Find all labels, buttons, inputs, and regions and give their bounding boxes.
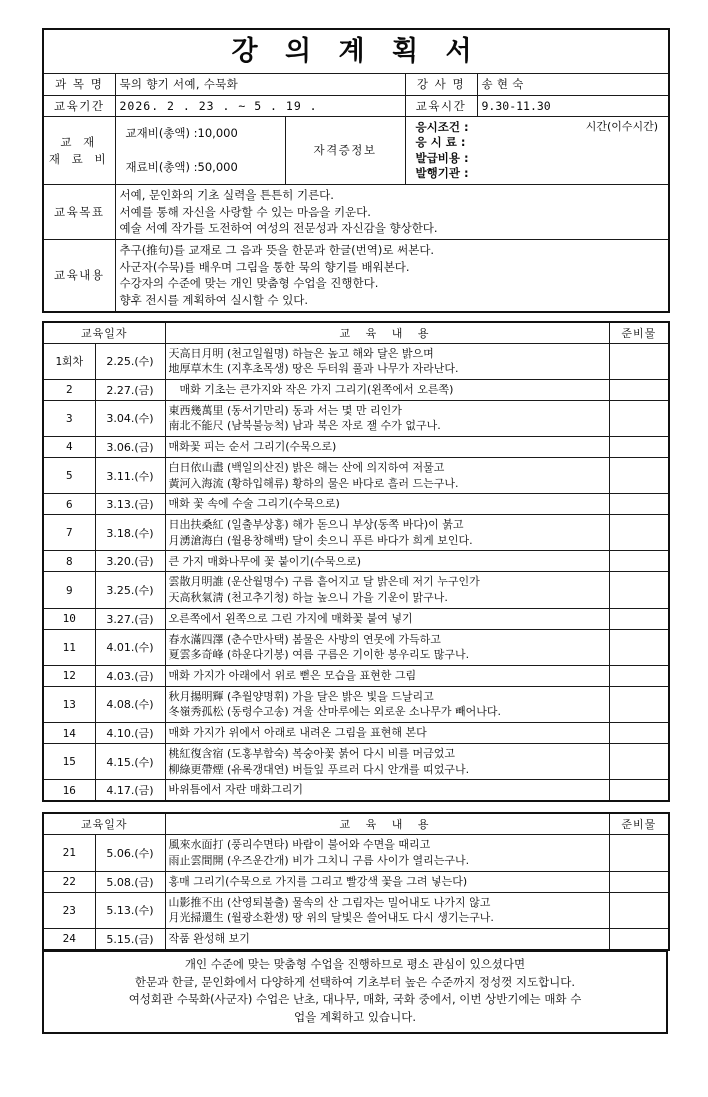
- session-date: 3.06.(금): [95, 436, 165, 457]
- period-value: 2026. 2 . 23 . ~ 5 . 19 .: [115, 95, 405, 117]
- cert-hours-note: 시간(이수시간): [585, 120, 659, 134]
- content-line: 추구(推句)를 교재로 그 음과 뜻을 한문과 한글(번역)로 써본다.: [119, 242, 435, 257]
- session-prep: [609, 572, 669, 608]
- footer-note-row: [43, 951, 667, 1033]
- session-prep: [609, 343, 669, 379]
- session-content-line: 風來水面打 (풍리수면타) 바람이 불어와 수면을 때리고: [168, 838, 431, 852]
- goal-line: 서예, 문인화의 기초 실력을 튼튼히 기른다.: [119, 187, 334, 202]
- session-prep: [609, 892, 669, 928]
- session-content: [165, 457, 609, 493]
- session-content-line: 매화꽃 피는 순서 그리기(수묵으로): [168, 440, 337, 454]
- session-date: 2.27.(금): [95, 379, 165, 400]
- col-header-prep: 준비물: [609, 322, 669, 344]
- session-content-line: 東西幾萬里 (동서기만리) 동과 서는 몇 만 리인가: [168, 403, 402, 417]
- col-header-date: 교육일자: [43, 813, 165, 835]
- session-content-line: 홍매 그리기(수묵으로 가지를 그리고 빨강색 꽃을 그려 넣는다): [168, 874, 468, 888]
- table-row: [43, 400, 669, 436]
- session-prep: [609, 400, 669, 436]
- session-content: [165, 608, 609, 629]
- session-date: 5.08.(금): [95, 871, 165, 892]
- session-content-line: 매화 꽃 속에 수술 그리기(수묵으로): [168, 497, 340, 511]
- session-content: [165, 436, 609, 457]
- content-line: 향후 전시를 계획하여 실시할 수 있다.: [119, 292, 309, 307]
- session-date: 4.10.(금): [95, 723, 165, 744]
- session-content-line: 큰 가지 매화나무에 꽃 붙이기(수묵으로): [168, 554, 362, 568]
- goals-row: [43, 184, 669, 239]
- session-number: 13: [43, 686, 95, 722]
- certificate-info-label: 자격증정보: [285, 117, 405, 184]
- session-date: 5.15.(금): [95, 928, 165, 950]
- session-prep: [609, 928, 669, 950]
- table-row: [43, 608, 669, 629]
- goal-line: 서예를 통해 자신을 사랑할 수 있는 마음을 키운다.: [119, 204, 371, 219]
- session-number: 7: [43, 515, 95, 551]
- table-row: [43, 744, 669, 780]
- session-prep: [609, 686, 669, 722]
- table-row: [43, 551, 669, 572]
- session-number: 2: [43, 379, 95, 400]
- contents-label: 교육내용: [43, 239, 115, 311]
- session-date: 5.13.(수): [95, 892, 165, 928]
- schedule-table-part2: [42, 812, 670, 950]
- cert-exam-fee: 응 시 료 :: [415, 135, 466, 150]
- session-content-line: 桃紅復含宿 (도홍부함숙) 복숭아꽃 붉어 다시 비를 머금었고: [168, 747, 455, 761]
- table-row: [43, 457, 669, 493]
- table-row: [43, 379, 669, 400]
- session-number: 10: [43, 608, 95, 629]
- table-row: [43, 572, 669, 608]
- contents-value: [115, 239, 669, 311]
- session-content-line: 바위틈에서 자란 매화그리기: [168, 783, 304, 797]
- session-content-line: 日出扶桑紅 (일출부상홍) 해가 돋으니 부상(동쪽 바다)이 붉고: [168, 518, 464, 532]
- session-content-line: 柳綠更帶煙 (유록갱대연) 버들잎 푸르러 다시 안개를 띠었구나.: [168, 762, 470, 776]
- session-content-line: 오른쪽에서 왼쪽으로 그린 가지에 매화꽃 붙여 넣기: [168, 611, 413, 625]
- session-prep: [609, 629, 669, 665]
- session-content-line: 秋月揚明輝 (추월양명휘) 가을 달은 밝은 빛을 드날리고: [168, 689, 434, 703]
- session-number: 21: [43, 835, 95, 871]
- page-title: 강 의 계 획 서: [231, 36, 481, 67]
- goals-value: [115, 184, 669, 239]
- session-number: 3: [43, 400, 95, 436]
- session-number: 1회차: [43, 343, 95, 379]
- session-content-line: 春水滿四澤 (춘수만사택) 봄물은 사방의 연못에 가득하고: [168, 632, 441, 646]
- footer-note-cell: [43, 951, 667, 1033]
- session-prep: [609, 723, 669, 744]
- session-number: 15: [43, 744, 95, 780]
- session-content: [165, 723, 609, 744]
- table-row: [43, 436, 669, 457]
- session-content: [165, 871, 609, 892]
- footer-note-line: 한문과 한글, 문인화에서 다양하게 선택하여 기초부터 높은 수준까지 정성껏 지도합니다.: [134, 974, 576, 989]
- session-content-line: 天高秋氣淸 (천고추기청) 하늘 높으니 가을 기운이 맑구나.: [168, 591, 448, 605]
- instructor-label: 강 사 명: [405, 74, 477, 96]
- session-content-line: 月湧滄海白 (월용창해백) 달이 솟으니 푸른 바다가 희게 보인다.: [168, 533, 473, 547]
- session-content-line: 天高日月明 (천고일월명) 하늘은 높고 해와 달은 밝으며: [168, 346, 434, 360]
- period-row: [43, 95, 669, 117]
- contents-row: [43, 239, 669, 311]
- table-row: [43, 892, 669, 928]
- table-row: [43, 780, 669, 802]
- subject-value: 묵의 향기 서예, 수묵화: [115, 74, 405, 96]
- cert-condition: 응시조건 :: [415, 120, 469, 135]
- session-content: [165, 780, 609, 802]
- cert-issue-cost: 발급비용 :: [415, 150, 469, 165]
- session-number: 6: [43, 494, 95, 515]
- session-date: 2.25.(수): [95, 343, 165, 379]
- table-gap: [42, 802, 670, 812]
- session-prep: [609, 744, 669, 780]
- col-header-date: 교육일자: [43, 322, 165, 344]
- footer-note-table: [42, 950, 668, 1034]
- footer-note-line: 개인 수준에 맞는 맞춤형 수업을 진행하므로 평소 관심이 있으셨다면: [184, 956, 526, 971]
- session-number: 24: [43, 928, 95, 950]
- schedule-header-row: [43, 813, 669, 835]
- session-content: [165, 835, 609, 871]
- table-row: [43, 686, 669, 722]
- table-row: [43, 928, 669, 950]
- schedule-body-1: [43, 343, 669, 801]
- session-number: 5: [43, 457, 95, 493]
- session-prep: [609, 436, 669, 457]
- subject-label: 과 목 명: [43, 74, 115, 96]
- session-prep: [609, 608, 669, 629]
- session-date: 3.18.(수): [95, 515, 165, 551]
- session-content: [165, 572, 609, 608]
- session-number: 9: [43, 572, 95, 608]
- class-time-label: 교육시간: [405, 95, 477, 117]
- footer-note-line: 여성회관 수묵화(사군자) 수업은 난초, 대나무, 매화, 국화 중에서, 이번 상반기에는 매화 수: [128, 992, 582, 1007]
- table-row: [43, 835, 669, 871]
- session-date: 4.01.(수): [95, 629, 165, 665]
- session-content: [165, 343, 609, 379]
- session-date: 4.17.(금): [95, 780, 165, 802]
- goal-line: 예술 서예 작가를 도전하여 여성의 전문성과 자신감을 향상한다.: [119, 221, 438, 236]
- session-date: 3.20.(금): [95, 551, 165, 572]
- session-prep: [609, 665, 669, 686]
- session-prep: [609, 871, 669, 892]
- header-info-table: [42, 28, 670, 313]
- schedule-header-row: [43, 322, 669, 344]
- session-content-line: 매화 가지가 위에서 아래로 내려온 그림을 표현해 본다: [168, 726, 427, 740]
- session-content-line: 山影推不出 (산영퇴불출) 물속의 산 그림자는 밀어내도 나가지 않고: [168, 895, 491, 909]
- session-number: 16: [43, 780, 95, 802]
- table-row: [43, 871, 669, 892]
- session-content: [165, 892, 609, 928]
- session-date: 3.11.(수): [95, 457, 165, 493]
- class-time-value: 9.30-11.30: [477, 95, 669, 117]
- session-content: [165, 686, 609, 722]
- schedule-head-1: [43, 322, 669, 344]
- session-content-line: 雨止雲間開 (우즈운간개) 비가 그치니 구름 사이가 열리는구나.: [168, 853, 470, 867]
- table-row: [43, 343, 669, 379]
- session-prep: [609, 780, 669, 802]
- session-number: 11: [43, 629, 95, 665]
- session-content-line: 夏雲多奇峰 (하운다기봉) 여름 구름은 기이한 봉우리도 많구나.: [168, 648, 470, 662]
- session-content: [165, 379, 609, 400]
- session-prep: [609, 379, 669, 400]
- session-date: 3.27.(금): [95, 608, 165, 629]
- table-row: [43, 515, 669, 551]
- table-row: [43, 723, 669, 744]
- session-content: [165, 928, 609, 950]
- session-prep: [609, 457, 669, 493]
- certificate-info-values: [405, 117, 669, 184]
- col-header-prep: 준비물: [609, 813, 669, 835]
- session-number: 8: [43, 551, 95, 572]
- instructor-value: 송 현 숙: [477, 74, 669, 96]
- session-content-line: 地厚草木生 (지후초목생) 땅은 두터워 풀과 나무가 자라난다.: [168, 362, 459, 376]
- session-content: [165, 400, 609, 436]
- schedule-table-part1: [42, 321, 670, 803]
- session-number: 22: [43, 871, 95, 892]
- session-content: [165, 551, 609, 572]
- cert-condition-row: [410, 120, 665, 135]
- session-content-line: 매화 기초는 큰가지와 작은 가지 그리기(왼쪽에서 오른쪽): [179, 382, 454, 396]
- content-line: 수강자의 수준에 맞는 개인 맞춤형 수업을 진행한다.: [119, 276, 379, 291]
- session-date: 3.13.(금): [95, 494, 165, 515]
- document-title-cell: [43, 29, 669, 74]
- session-content-line: 南北不能尺 (남북불능척) 남과 북은 자로 잴 수가 없구나.: [168, 419, 441, 433]
- session-prep: [609, 551, 669, 572]
- schedule-body-2: [43, 835, 669, 950]
- session-date: 4.08.(수): [95, 686, 165, 722]
- session-content: [165, 515, 609, 551]
- fee-values: [115, 117, 285, 184]
- subject-row: [43, 74, 669, 96]
- session-content-line: 雲散月明誰 (운산월명수) 구름 흩어지고 달 밝은데 저기 누구인가: [168, 575, 480, 589]
- session-number: 4: [43, 436, 95, 457]
- table-row: [43, 665, 669, 686]
- fee-row: [43, 117, 669, 184]
- goals-label: 교육목표: [43, 184, 115, 239]
- session-date: 4.03.(금): [95, 665, 165, 686]
- material-fee: 재료비(총액) :50,000: [125, 160, 238, 175]
- session-content-line: 白日依山盡 (백일의산진) 밝은 해는 산에 의지하여 저물고: [168, 460, 445, 474]
- col-header-content: 교 육 내 용: [165, 813, 609, 835]
- session-content: [165, 629, 609, 665]
- fee-label-line2: 재 료 비: [48, 151, 110, 166]
- session-date: 3.25.(수): [95, 572, 165, 608]
- session-content-line: 冬嶺秀孤松 (동령수고송) 겨울 산마루에는 외로운 소나무가 빼어나다.: [168, 705, 501, 719]
- col-header-content: 교 육 내 용: [165, 322, 609, 344]
- session-content-line: 매화 가지가 아래에서 위로 뻗은 모습을 표현한 그림: [168, 669, 417, 683]
- table-row: [43, 629, 669, 665]
- session-content: [165, 744, 609, 780]
- session-date: 4.15.(수): [95, 744, 165, 780]
- session-prep: [609, 494, 669, 515]
- session-content-line: 작품 완성해 보기: [168, 931, 250, 945]
- fee-label: [43, 117, 115, 184]
- session-date: 5.06.(수): [95, 835, 165, 871]
- cert-issuer: 발행기관 :: [415, 165, 469, 180]
- session-number: 23: [43, 892, 95, 928]
- textbook-fee: 교재비(총액) :10,000: [125, 126, 238, 141]
- session-content: [165, 665, 609, 686]
- session-prep: [609, 835, 669, 871]
- title-row: [43, 29, 669, 74]
- session-content-line: 黃河入海流 (황하입해류) 황하의 물은 바다로 흘러 드는구나.: [168, 476, 459, 490]
- session-number: 14: [43, 723, 95, 744]
- schedule-head-2: [43, 813, 669, 835]
- session-content: [165, 494, 609, 515]
- period-label: 교육기간: [43, 95, 115, 117]
- session-date: 3.04.(수): [95, 400, 165, 436]
- content-line: 사군자(수묵)를 배우며 그림을 통한 묵의 향기를 배워본다.: [119, 259, 410, 274]
- fee-label-line1: 교 재: [60, 134, 99, 149]
- table-row: [43, 494, 669, 515]
- session-content-line: 月光掃還生 (월광소환생) 땅 위의 달빛은 쓸어내도 다시 생기는구나.: [168, 911, 494, 925]
- footer-note-line: 업을 계획하고 있습니다.: [293, 1010, 417, 1025]
- session-prep: [609, 515, 669, 551]
- session-number: 12: [43, 665, 95, 686]
